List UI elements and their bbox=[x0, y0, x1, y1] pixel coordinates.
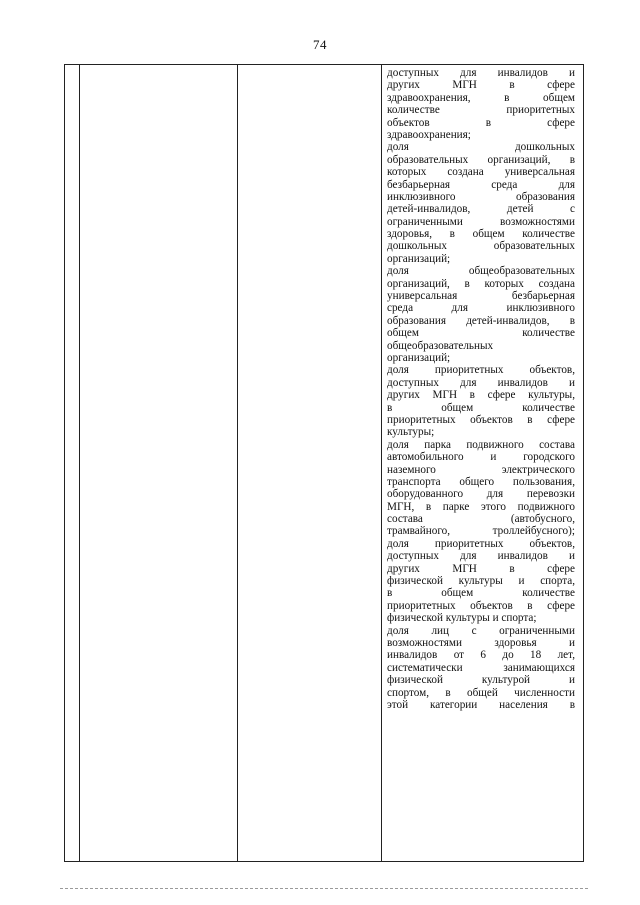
text-line: организаций; bbox=[387, 252, 451, 265]
text-line: культуры; bbox=[387, 426, 435, 439]
column-divider-2 bbox=[237, 65, 238, 861]
text-line: доля дошкольных bbox=[387, 141, 575, 154]
text-line: систематически занимающихся bbox=[387, 661, 575, 674]
text-line: детей-инвалидов, детей с bbox=[387, 203, 575, 216]
text-line: МГН, в парке этого подвижного bbox=[387, 500, 575, 513]
text-line: доля приоритетных объектов, bbox=[387, 537, 575, 550]
text-line: возможностями здоровья и bbox=[387, 636, 575, 649]
text-line: организаций; bbox=[387, 351, 451, 364]
column-divider-3 bbox=[381, 65, 382, 861]
text-line: безбарьерная среда для bbox=[387, 178, 575, 191]
page-number: 74 bbox=[313, 37, 327, 52]
text-line: доступных для инвалидов и bbox=[387, 550, 575, 563]
text-line: среда для инклюзивного bbox=[387, 302, 575, 315]
text-line: здравоохранения; bbox=[387, 128, 471, 141]
text-line: в общем количестве bbox=[387, 401, 575, 414]
text-line: физической культуры и спорта, bbox=[387, 575, 575, 588]
text-line: других МГН в сфере bbox=[387, 79, 575, 92]
column-divider-1 bbox=[79, 65, 80, 861]
text-line: количестве приоритетных bbox=[387, 104, 575, 117]
footer-rule bbox=[60, 888, 588, 889]
text-line: спортом, в общей численности bbox=[387, 686, 575, 699]
text-line: приоритетных объектов в сфере bbox=[387, 599, 575, 612]
text-line: доступных для инвалидов и bbox=[387, 376, 575, 389]
text-line: доля лиц с ограниченными bbox=[387, 624, 575, 637]
text-line: здравоохранения, в общем bbox=[387, 91, 575, 104]
text-line: универсальная безбарьерная bbox=[387, 290, 575, 303]
text-line: общем количестве bbox=[387, 327, 575, 340]
text-line: транспорта общего пользования, bbox=[387, 475, 575, 488]
text-line: образовательных организаций, в bbox=[387, 153, 575, 166]
text-line: трамвайного, троллейбусного); bbox=[387, 525, 575, 538]
text-line: наземного электрического bbox=[387, 463, 575, 476]
text-line: общеобразовательных bbox=[387, 339, 494, 352]
text-line: объектов в сфере bbox=[387, 116, 575, 129]
text-line: приоритетных объектов в сфере bbox=[387, 413, 575, 426]
text-line: этой категории населения в bbox=[387, 698, 575, 711]
text-line: доля приоритетных объектов, bbox=[387, 364, 575, 377]
text-line: других МГН в сфере bbox=[387, 562, 575, 575]
text-line: автомобильного и городского bbox=[387, 451, 575, 464]
text-line: физической культурой и bbox=[387, 674, 575, 687]
text-line: ограниченными возможностями bbox=[387, 215, 575, 228]
text-line: образования детей-инвалидов, в bbox=[387, 314, 575, 327]
text-line: в общем количестве bbox=[387, 587, 575, 600]
indicators-column-text bbox=[387, 67, 575, 711]
text-line: других МГН в сфере культуры, bbox=[387, 389, 575, 402]
document-table bbox=[64, 64, 584, 862]
text-line: дошкольных образовательных bbox=[387, 240, 575, 253]
text-line: инклюзивного образования bbox=[387, 190, 575, 203]
text-line: оборудованного для перевозки bbox=[387, 488, 575, 501]
text-line: инвалидов от 6 до 18 лет, bbox=[387, 649, 575, 662]
text-line: состава (автобусного, bbox=[387, 513, 575, 526]
text-line: доступных для инвалидов и bbox=[387, 67, 575, 79]
text-line: здоровья, в общем количестве bbox=[387, 228, 575, 241]
text-line: которых создана универсальная bbox=[387, 166, 575, 179]
text-line: доля общеобразовательных bbox=[387, 265, 575, 278]
text-line: организаций, в которых создана bbox=[387, 277, 575, 290]
text-line: физической культуры и спорта; bbox=[387, 612, 537, 625]
text-line: доля парка подвижного состава bbox=[387, 438, 575, 451]
